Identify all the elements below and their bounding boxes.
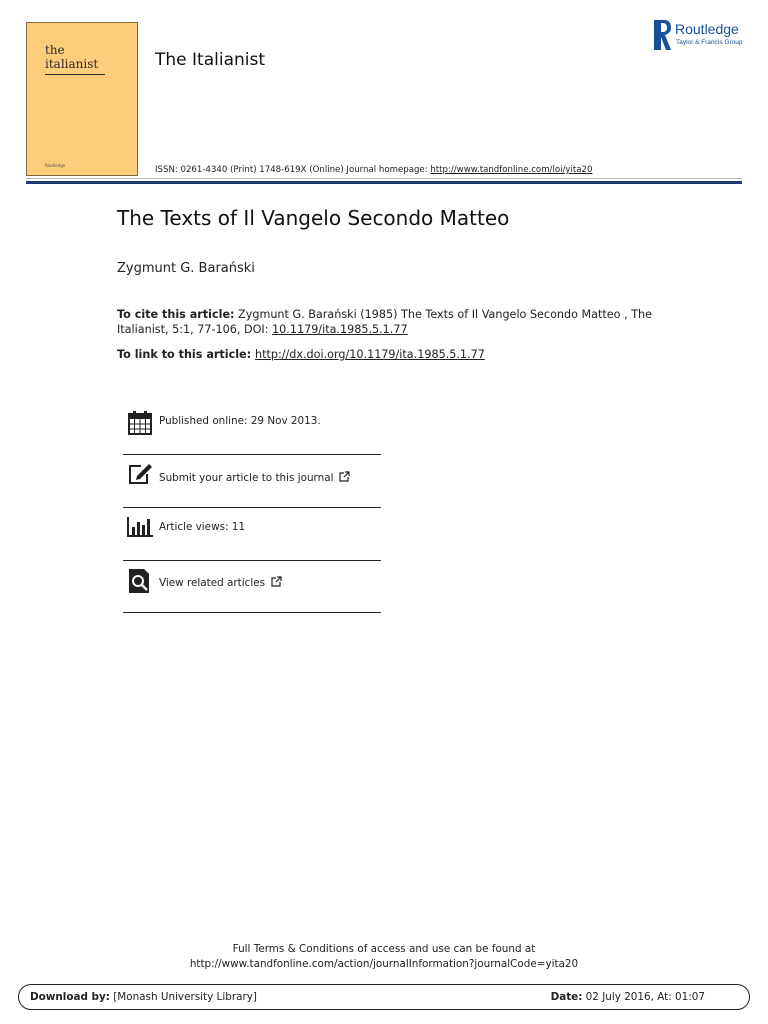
article-title: The Texts of Il Vangelo Secondo Matteo xyxy=(117,206,510,230)
date-label: Date: xyxy=(550,991,583,1003)
row-divider xyxy=(123,507,381,508)
citation-block xyxy=(117,307,657,337)
terms-url[interactable]: http://www.tandfonline.com/action/journalInformation?journalCode=yita20 xyxy=(189,958,579,970)
doi-link[interactable]: 10.1179/ita.1985.5.1.77 xyxy=(272,323,408,336)
date-value: 02 July 2016, At: 01:07 xyxy=(582,991,705,1003)
download-by xyxy=(30,991,257,1003)
related-articles-text: View related articles xyxy=(159,577,266,589)
download-value: [Monash University Library] xyxy=(109,991,257,1003)
article-link-block xyxy=(117,348,485,361)
journal-cover xyxy=(26,22,138,176)
terms-line: Full Terms & Conditions of access and use can be found at xyxy=(232,943,536,955)
document-search-icon xyxy=(127,568,153,594)
routledge-r-icon xyxy=(652,20,672,50)
header-divider-thin xyxy=(26,178,742,179)
download-label: Download by: xyxy=(30,991,110,1003)
article-author: Zygmunt G. Barański xyxy=(117,261,255,276)
cover-title-line2: italianist xyxy=(45,57,99,71)
download-footer xyxy=(18,984,750,1010)
journal-homepage-link[interactable]: http://www.tandfonline.com/loi/yita20 xyxy=(430,165,593,175)
cover-underline xyxy=(45,74,105,75)
published-date-text: Published online: 29 Nov 2013. xyxy=(159,415,321,427)
bar-chart-icon xyxy=(127,514,153,540)
citation-text: Zygmunt G. Barański (1985) The Texts of Il Vangelo Secondo Matteo , The Italianist, 5:1, 77-106, DOI: xyxy=(117,308,653,336)
related-articles-link[interactable] xyxy=(159,576,282,589)
edit-icon xyxy=(127,462,153,488)
row-divider xyxy=(123,454,381,455)
publisher-logo[interactable] xyxy=(652,20,748,52)
cover-publisher-mark: Routledge xyxy=(45,163,66,168)
header-divider xyxy=(26,181,742,184)
row-divider xyxy=(123,612,381,613)
citation-label: To cite this article: xyxy=(117,308,235,321)
journal-title: The Italianist xyxy=(155,50,266,70)
terms-notice xyxy=(0,942,768,972)
link-label: To link to this article: xyxy=(117,348,255,361)
calendar-icon xyxy=(127,410,153,436)
row-divider xyxy=(123,560,381,561)
issn-line xyxy=(155,165,592,175)
external-link-icon xyxy=(339,471,350,482)
issn-text: ISSN: 0261-4340 (Print) 1748-619X (Online) Journal homepage: xyxy=(155,165,431,175)
external-link-icon xyxy=(271,576,282,587)
submit-article-text: Submit your article to this journal xyxy=(159,472,334,484)
article-views-text: Article views: 11 xyxy=(159,521,246,533)
download-date xyxy=(551,991,705,1003)
publisher-subtitle: Taylor & Francis Group xyxy=(676,39,743,46)
submit-article-link[interactable] xyxy=(159,471,350,484)
publisher-name: Routledge xyxy=(675,21,739,37)
cover-title-line1: the xyxy=(45,43,65,57)
article-url-link[interactable]: http://dx.doi.org/10.1179/ita.1985.5.1.77 xyxy=(255,348,485,361)
